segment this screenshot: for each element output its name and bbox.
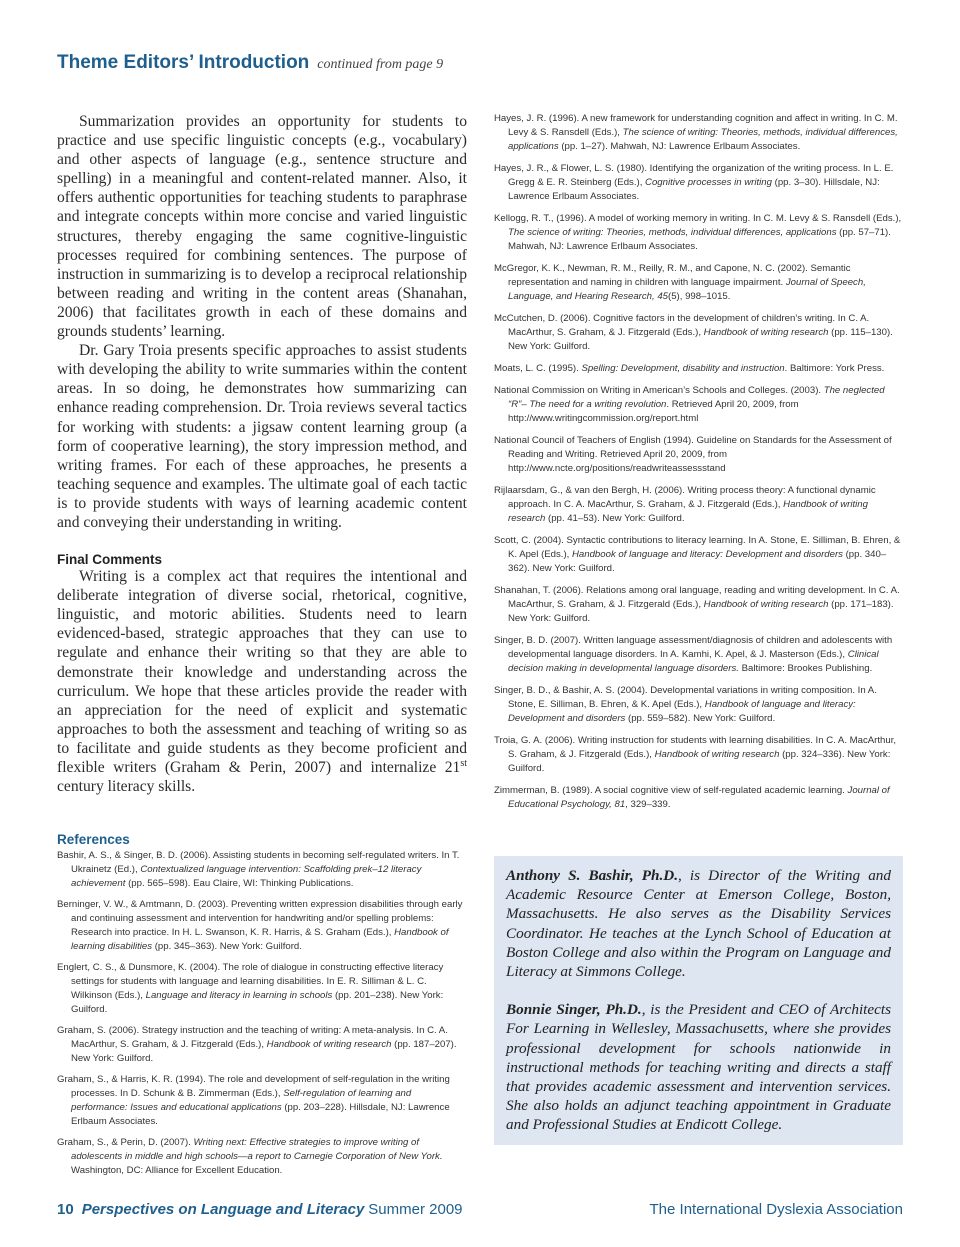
reference-text: National Council of Teachers of English (1994). Guideline on Standards for the Assessment of Reading and Writing. Retrieved April 20, 2009, from http://www.ncte.org/positions/readwriteassessstand bbox=[494, 435, 892, 474]
reference-text: Zimmerman, B. (1989). A social cognitive view of self-regulated academic learning. bbox=[494, 785, 848, 796]
reference-tail: (pp. 324–336). New York: Guilford. bbox=[508, 749, 891, 774]
running-header bbox=[57, 52, 443, 74]
reference-item bbox=[494, 384, 904, 426]
reference-item bbox=[494, 112, 904, 154]
reference-item bbox=[57, 1073, 467, 1129]
bio-text: , is the President and CEO of Architects For Learning in Wellesley, Massachusetts, where she provides professional development for schools nationwide in instructional methods for teaching writing and directs a staff that provides academic assessment and intervention services. She also holds an adjunct teaching appointment in Graduate and Professional Studies at Endicott College. bbox=[506, 1001, 891, 1134]
references-list-left bbox=[57, 849, 467, 1178]
reference-item bbox=[494, 212, 904, 254]
final-comments-heading: Final Comments bbox=[57, 552, 163, 568]
ordinal-suffix: st bbox=[460, 757, 467, 769]
reference-tail: (pp. 41–53). New York: Guilford. bbox=[545, 513, 685, 524]
reference-item bbox=[57, 849, 467, 891]
reference-item bbox=[494, 584, 904, 626]
reference-title: Clinical decision making in developmental language disorders. bbox=[508, 649, 879, 674]
reference-text: Graham, S., & Harris, K. R. (1994). The role and development of self-regulation in the writing processes. In D. Schunk & B. Zimmerman (Eds.), bbox=[57, 1074, 450, 1100]
reference-text: Hayes, J. R. (1996). A new framework for understanding cognition and affect in writing. In C. M. Levy & S. Ransdell (Eds.), bbox=[494, 113, 898, 138]
reference-title: Handbook of language and literacy: Development and disorders bbox=[572, 549, 843, 560]
reference-tail: (pp. 57–71). Mahwah, NJ: Lawrence Erlbaum Associates. bbox=[508, 227, 891, 252]
reference-tail: (pp. 203–228). Hillsdale, NJ: Lawrence Erlbaum Associates. bbox=[71, 1102, 450, 1128]
reference-text: Graham, S., & Perin, D. (2007). bbox=[57, 1137, 194, 1149]
reference-tail: (pp. 171–183). New York: Guilford. bbox=[508, 599, 894, 624]
header-title: Theme Editors’ Introduction bbox=[57, 52, 310, 73]
references-list-right bbox=[494, 112, 904, 812]
reference-title: Handbook of writing research bbox=[654, 749, 780, 760]
reference-tail: (pp. 345–363). New York: Guilford. bbox=[152, 941, 302, 953]
reference-item bbox=[494, 684, 904, 726]
reference-tail: (pp. 565–598). Eau Claire, WI: Thinking Publications. bbox=[125, 878, 354, 890]
reference-tail: . Baltimore: York Press. bbox=[784, 363, 885, 374]
reference-title: Handbook of language and literacy: Development and disorders bbox=[508, 699, 856, 724]
journal-name: Perspectives on Language and Literacy bbox=[81, 1201, 365, 1218]
reference-item bbox=[494, 362, 904, 376]
reference-title: Handbook of writing research bbox=[508, 499, 868, 524]
reference-title: Spelling: Development, disability and instruction bbox=[581, 363, 785, 374]
reference-item bbox=[57, 1136, 467, 1178]
reference-tail: Baltimore: Brookes Publishing. bbox=[738, 663, 873, 674]
reference-tail: (pp. 1–27). Mahwah, NJ: Lawrence Erlbaum Associates. bbox=[558, 141, 801, 152]
bio-author-name: Anthony S. Bashir, Ph.D. bbox=[506, 867, 679, 884]
author-bio bbox=[506, 866, 891, 981]
reference-item bbox=[494, 784, 904, 812]
reference-item bbox=[57, 1024, 467, 1066]
final-text-end: century literacy skills. bbox=[57, 778, 196, 796]
reference-item bbox=[494, 434, 904, 476]
reference-text: Bashir, A. S., & Singer, B. D. (2006). Assisting students in becoming self-regulated writers. In T. Ukrainetz (Ed.), bbox=[57, 850, 460, 876]
reference-tail: (5), 998–1015. bbox=[668, 291, 731, 302]
page-number: 10 bbox=[57, 1201, 74, 1218]
reference-text: Troia, G. A. (2006). Writing instruction for students with learning disabilities. In C. A. MacArthur, S. Graham, & J. Fitzgerald (Eds.), bbox=[494, 735, 897, 760]
reference-title: Self-regulation of learning and performance: Issues and educational applications bbox=[71, 1088, 412, 1114]
reference-tail: (pp. 115–130). New York: Guilford. bbox=[508, 327, 893, 352]
reference-item bbox=[494, 262, 904, 304]
reference-tail: Washington, DC: Alliance for Excellent Education. bbox=[71, 1165, 283, 1177]
reference-text: Kellogg, R. T., (1996). A model of working memory in writing. In C. M. Levy & S. Ransdell (Eds.), bbox=[494, 213, 902, 224]
organization-name: The International Dyslexia Association bbox=[649, 1201, 903, 1218]
bio-text: , is Director of the Writing and Academic Resource Center at Emerson College, Boston, Massachusetts. He also serves as the Disability Services Coordinator. He teaches at the Lynch School of Education at Boston College and also within the Program on Language and Literacy at Simmons College. bbox=[506, 867, 891, 981]
reference-title: Journal of Speech, Language, and Hearing Research, 45 bbox=[508, 277, 866, 302]
reference-item bbox=[57, 898, 467, 954]
reference-text: McGregor, K. K., Newman, R. M., Reilly, R. M., and Capone, N. C. (2002). Semantic representation and naming in children with language impairment. bbox=[494, 263, 851, 288]
reference-tail: (pp. 340–362). New York: Guilford. bbox=[508, 549, 887, 574]
reference-text: Berninger, V. W., & Amtmann, D. (2003). Preventing written expression disabilities through early and continuing assessment and intervention for handwriting and/or spelling problems: Research into practice. In H. L. Swanson, K. R. Harris, & S. Graham (Eds.), bbox=[57, 899, 463, 939]
header-continued: continued from page 9 bbox=[317, 57, 444, 72]
reference-text: Singer, B. D. (2007). Written language assessment/diagnosis of children and adolescents with developmental language disorders. In A. Kamhi, K. Apel, & J. Masterson (Eds.), bbox=[494, 635, 893, 660]
reference-text: Scott, C. (2004). Syntactic contributions to literacy learning. In A. Stone, E. Silliman, B. Ehren, & K. Apel (Eds.), bbox=[494, 535, 901, 560]
final-text: Writing is a complex act that requires the intentional and deliberate integration of diverse social, rhetorical, cognitive, linguistic, and motoric abilities. Students need to learn evidenced-based, strategic approaches that they can use to regulate and enhance their writing so that they are able to demonstrate their knowledge and understanding across the curriculum. We hope that these articles provide the reader with an appreciation for the need of explicit and systematic approaches to both the assessment and teaching of writing so as to facilitate and guide students as they become proficient and flexible writers (Graham & Perin, 2007) and internalize 21 bbox=[57, 568, 467, 776]
reference-item bbox=[494, 312, 904, 354]
reference-title: Contextualized language intervention: Scaffolding prek–12 literacy achievement bbox=[71, 864, 422, 890]
reference-title: Handbook of writing research bbox=[703, 599, 829, 610]
reference-title: Cognitive processes in writing bbox=[645, 177, 772, 188]
reference-text: National Commission on Writing in American’s Schools and Colleges. (2003). bbox=[494, 385, 824, 396]
bio-author-name: Bonnie Singer, Ph.D. bbox=[506, 1001, 642, 1019]
left-column bbox=[57, 112, 467, 1185]
right-column bbox=[494, 112, 904, 820]
reference-text: Hayes, J. R., & Flower, L. S. (1980). Identifying the organization of the writing process. In L. E. Gregg & E. R. Steinberg (Eds.), bbox=[494, 163, 894, 188]
reference-tail: (pp. 3–30). Hillsdale, NJ: Lawrence Erlbaum Associates. bbox=[508, 177, 880, 202]
reference-title: Handbook of writing research bbox=[703, 327, 829, 338]
author-bio bbox=[506, 1000, 891, 1134]
reference-tail: . Retrieved April 20, 2009, from http://www.writingcommission.org/report.html bbox=[508, 399, 799, 424]
reference-item bbox=[494, 734, 904, 776]
author-bio-box bbox=[494, 856, 903, 1145]
reference-title: Writing next: Effective strategies to improve writing of adolescents in middle and high schools—a report to Carnegie Corporation of New York. bbox=[71, 1137, 443, 1163]
page-footer bbox=[57, 1201, 903, 1223]
body-paragraph: Summarization provides an opportunity for students to practice and use specific linguistic concepts (e.g., vocabulary) and other aspects of language (e.g., sentence structure and spelling) in a meaningful and content-related manner. Also, it offers authentic opportunities for teaching students to paraphrase and integrate concepts within more concise and varied linguistic structures, thereby engaging the same cognitive-linguistic processes required for combining sentences. The purpose of instruction in summarizing is to develop a reciprocal relationship between reading and writing in the content areas (Shanahan, 2006) that facilitates growth in each of these domains and grounds students’ learning. bbox=[57, 113, 467, 341]
reference-title: Journal of Educational Psychology, 81 bbox=[508, 785, 890, 810]
body-paragraph: Dr. Gary Troia presents specific approaches to assist students with developing the ability to write summaries within the content areas. In so doing, he demonstrates how summarizing can enhance reading comprehension. Dr. Troia reviews several tactics for working with students: a jigsaw content learning group (a form of cooperative learning), the story impression method, and writing frames. For each of these approaches, he presents a teaching sequence and examples. The ultimate goal of each tactic is to provide students with ways of learning academic content and conveying their understanding in writing. bbox=[57, 342, 467, 531]
reference-tail: (pp. 201–238). New York: Guilford. bbox=[71, 990, 444, 1016]
reference-tail: (pp. 559–582). New York: Guilford. bbox=[625, 713, 776, 724]
reference-item bbox=[494, 484, 904, 526]
reference-title: The science of writing: Theories, methods, individual differences, applications bbox=[508, 227, 837, 238]
reference-text: Englert, C. S., & Dunsmore, K. (2004). The role of dialogue in constructing effective literacy settings for students with language and learning disabilities. In E. R. Silliman & L. C. Wilkinson (Eds.), bbox=[57, 962, 444, 1002]
reference-tail: (pp. 187–207). New York: Guilford. bbox=[71, 1039, 457, 1065]
reference-text: Rijlaarsdam, G., & van den Bergh, H. (2006). Writing process theory: A functional dynamic approach. In C. A. MacArthur, S. Graham, & J. Fitzgerald (Eds.), bbox=[494, 485, 876, 510]
reference-title: Language and literacy in learning in schools bbox=[145, 990, 333, 1002]
reference-item bbox=[494, 634, 904, 676]
reference-text: McCutchen, D. (2006). Cognitive factors in the development of children’s writing. In C. A. MacArthur, S. Graham, & J. Fitzgerald (Eds.), bbox=[494, 313, 870, 338]
reference-text: Moats, L. C. (1995). bbox=[494, 363, 582, 374]
reference-title: The neglected “R”– The need for a writing revolution bbox=[508, 385, 885, 410]
reference-item bbox=[57, 961, 467, 1017]
body-paragraph-final bbox=[57, 567, 467, 796]
reference-text: Shanahan, T. (2006). Relations among oral language, reading and writing development. In C. A. MacArthur, S. Graham, & J. Fitzgerald (Eds.), bbox=[494, 585, 900, 610]
reference-title: Handbook of writing research bbox=[266, 1039, 392, 1051]
reference-text: Singer, B. D., & Bashir, A. S. (2004). Developmental variations in writing composition. In A. Stone, E. Silliman, B. Ehren, & K. Apel (Eds.), bbox=[494, 685, 877, 710]
reference-item bbox=[494, 162, 904, 204]
reference-title: The science of writing: Theories, methods, individual differences, applications bbox=[508, 127, 898, 152]
reference-title: Handbook of learning disabilities bbox=[71, 927, 449, 953]
reference-text: Graham, S. (2006). Strategy instruction and the teaching of writing: A meta-analysis. In C. A. MacArthur, S. Graham, & J. Fitzgerald (Eds.), bbox=[57, 1025, 448, 1051]
reference-item bbox=[494, 534, 904, 576]
issue-date: Summer 2009 bbox=[368, 1201, 463, 1218]
reference-tail: , 329–339. bbox=[625, 799, 671, 810]
references-heading: References bbox=[57, 832, 130, 848]
